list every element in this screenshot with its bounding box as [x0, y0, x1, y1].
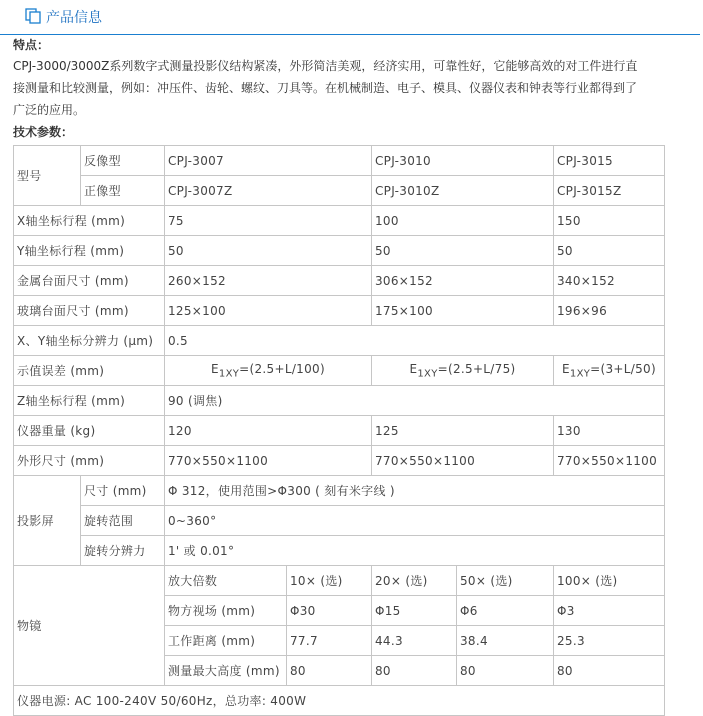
model-c1: CPJ-3015: [554, 146, 665, 176]
screen-range-label: 旋转范围: [81, 506, 165, 536]
y-travel-label: Y轴坐标行程 (mm): [14, 236, 165, 266]
table-row: [14, 176, 665, 206]
section-title: 产品信息: [46, 10, 102, 26]
x-travel-b: 100: [372, 206, 554, 236]
table-row: [14, 446, 665, 476]
metal-table-a: 260×152: [165, 266, 372, 296]
dims-b: 770×550×1100: [372, 446, 554, 476]
x-travel-label: X轴坐标行程 (mm): [14, 206, 165, 236]
table-row: [14, 356, 665, 386]
power-info: 仪器电源: AC 100-240V 50/60Hz，总功率: 400W: [14, 686, 665, 716]
lens-mag-100: 100× (选): [554, 566, 665, 596]
model-a1: CPJ-3007: [165, 146, 372, 176]
features-line-2: 接测量和比较测量，例如：冲压件、齿轮、螺纹、刀具等。在机械制造、电子、模具、仪器仪表和钟表等行业都得到了: [13, 81, 638, 95]
lens-height-50: 80: [457, 656, 554, 686]
table-row: [14, 416, 665, 446]
dims-a: 770×550×1100: [165, 446, 372, 476]
model-sub-upright: 正像型: [81, 176, 165, 206]
lens-wd-100: 25.3: [554, 626, 665, 656]
screen-res-label: 旋转分辨力: [81, 536, 165, 566]
error-a: $E_{1XY}=(2.5+L/100)$: [165, 356, 372, 386]
lens-height-label: 测量最大高度 (mm): [165, 656, 287, 686]
document-icon: [25, 8, 41, 24]
dims-label: 外形尺寸 (mm): [14, 446, 165, 476]
model-c2: CPJ-3015Z: [554, 176, 665, 206]
params-label: 技术参数：: [13, 125, 74, 139]
metal-table-b: 306×152: [372, 266, 554, 296]
weight-b: 125: [372, 416, 554, 446]
table-row: [14, 266, 665, 296]
metal-table-label: 金属台面尺寸 (mm): [14, 266, 165, 296]
lens-fov-label: 物方视场 (mm): [165, 596, 287, 626]
section-header: [0, 0, 700, 35]
features-line-3: 广泛的应用。: [13, 103, 86, 117]
features-line-1: CPJ-3000/3000Z系列数字式测量投影仪结构紧凑，外形简洁美观，经济实用，可靠性好，它能够高效的对工件进行直: [13, 59, 638, 73]
weight-a: 120: [165, 416, 372, 446]
glass-table-a: 125×100: [165, 296, 372, 326]
lens-wd-10: 77.7: [287, 626, 372, 656]
lens-mag-10: 10× (选): [287, 566, 372, 596]
table-row: [14, 686, 665, 716]
lens-wd-50: 38.4: [457, 626, 554, 656]
table-row: [14, 566, 665, 596]
metal-table-c: 340×152: [554, 266, 665, 296]
table-row: [14, 206, 665, 236]
y-travel-a: 50: [165, 236, 372, 266]
screen-range-value: 0~360°: [165, 506, 665, 536]
z-travel-label: Z轴坐标行程 (mm): [14, 386, 165, 416]
y-travel-b: 50: [372, 236, 554, 266]
resolution-label: X、Y轴坐标分辨力 (μm): [14, 326, 165, 356]
weight-label: 仪器重量 (kg): [14, 416, 165, 446]
lens-fov-10: Φ30: [287, 596, 372, 626]
model-b1: CPJ-3010: [372, 146, 554, 176]
table-row: [14, 296, 665, 326]
dims-c: 770×550×1100: [554, 446, 665, 476]
lens-fov-50: Φ6: [457, 596, 554, 626]
glass-table-label: 玻璃台面尺寸 (mm): [14, 296, 165, 326]
lens-height-100: 80: [554, 656, 665, 686]
lens-mag-20: 20× (选): [372, 566, 457, 596]
lens-wd-label: 工作距离 (mm): [165, 626, 287, 656]
lens-height-10: 80: [287, 656, 372, 686]
model-sub-reverse: 反像型: [81, 146, 165, 176]
table-row: [14, 146, 665, 176]
features-label: 特点：: [13, 38, 50, 52]
spec-table: [13, 145, 665, 716]
error-label: 示值误差 (mm): [14, 356, 165, 386]
lens-mag-label: 放大倍数: [165, 566, 287, 596]
screen-label: 投影屏: [14, 476, 81, 566]
lens-label: 物镜: [14, 566, 165, 686]
x-travel-c: 150: [554, 206, 665, 236]
table-row: [14, 236, 665, 266]
lens-wd-20: 44.3: [372, 626, 457, 656]
error-b: $E_{1XY}=(2.5+L/75)$: [372, 356, 554, 386]
table-row: [14, 536, 665, 566]
lens-fov-20: Φ15: [372, 596, 457, 626]
screen-size-value: Φ 312，使用范围>Φ300 ( 刻有米字线 ): [165, 476, 665, 506]
table-row: [14, 476, 665, 506]
screen-res-value: 1' 或 0.01°: [165, 536, 665, 566]
model-label: 型号: [14, 146, 81, 206]
table-row: [14, 326, 665, 356]
lens-fov-100: Φ3: [554, 596, 665, 626]
lens-mag-50: 50× (选): [457, 566, 554, 596]
lens-height-20: 80: [372, 656, 457, 686]
glass-table-c: 196×96: [554, 296, 665, 326]
table-row: [14, 386, 665, 416]
z-travel-value: 90 (调焦): [165, 386, 665, 416]
glass-table-b: 175×100: [372, 296, 554, 326]
model-a2: CPJ-3007Z: [165, 176, 372, 206]
y-travel-c: 50: [554, 236, 665, 266]
screen-size-label: 尺寸 (mm): [81, 476, 165, 506]
model-b2: CPJ-3010Z: [372, 176, 554, 206]
table-row: [14, 506, 665, 536]
resolution-value: 0.5: [165, 326, 665, 356]
weight-c: 130: [554, 416, 665, 446]
error-c: $E_{1XY}=(3+L/50)$: [554, 356, 665, 386]
x-travel-a: 75: [165, 206, 372, 236]
